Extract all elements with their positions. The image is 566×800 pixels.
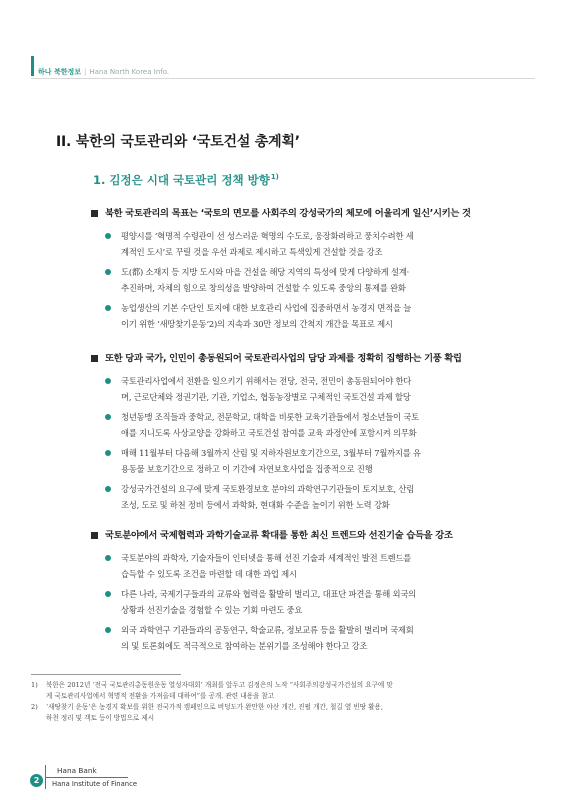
footnote-number: 2) [31,703,38,711]
section-goal [91,207,529,336]
list-item: 다른 나라, 국제기구들과의 교류와 협력을 활발히 벌리고, 대표단 파견을 통해 외국의 상황과 선진기술을 경험할 수 있는 기회 마련도 중요 [91,586,529,618]
footnote-line: ‘새땅찾기 운동’은 농경지 확보를 위한 전국가적 캠페인으로 버덩도가 완만한 야산 개간, 진펄 개간, 철길 옆 빈땅 활용, [46,703,384,711]
bullet-list [91,550,529,654]
section-heading-text: 북한 국토관리의 목표는 ‘국토의 면모를 사회주의 강성국가의 체모에 어울리게 일신’시키는 것 [105,208,471,219]
section-subtitle [93,172,279,188]
square-bullet-icon [91,210,98,217]
square-bullet-icon [91,355,98,362]
header-accent-bar [31,56,34,76]
header-separator: | [84,68,87,76]
bullet-list [91,228,529,332]
circle-bullet-icon [105,378,111,384]
circle-bullet-icon [105,305,111,311]
footnote-number: 1) [31,681,38,689]
list-item: 도(都) 소재지 등 지방 도시와 마을 건설을 해당 지역의 특성에 맞게 다양하게 설계· 추진하며, 자체의 힘으로 창의성을 발양하여 건설할 수 있도록 중앙의 통제를 완화 [91,264,529,296]
list-item: 농업생산의 기본 수단인 토지에 대한 보호관리 사업에 집중하면서 농경지 면적을 늘 이기 위한 ‘새땅찾기운동’2)의 지속과 30만 정보의 간척지 개간을 목표로 제시 [91,300,529,332]
page-title: II. 북한의 국토관리와 ‘국토건설 총계획’ [56,134,300,150]
section-mobilization [91,352,529,517]
section-heading [91,352,529,366]
section-heading [91,529,529,543]
footnote-1 [31,680,531,701]
section-heading-text: 국토분야에서 국제협력과 과학기술교류 확대를 통한 최신 트렌드와 선진기술 습득을 강조 [105,530,453,541]
list-item: 강성국가건설의 요구에 맞게 국토환경보호 분야의 과학연구기관들이 토지보호, 산림 조성, 도로 및 하천 정비 등에서 과학화, 현대화 수준을 높이기 위한 노력 강화 [91,481,529,513]
footnotes [31,680,531,724]
page-number: 2 [30,774,43,787]
footer-institute-name: Hana Institute of Finance [52,780,138,788]
footer-bank-name: Hana Bank [57,766,97,775]
list-item: 외국 과학연구 기관들과의 공동연구, 학술교류, 정보교류 등을 활발히 벌리며 국제회 의 및 토론회에도 적극적으로 참여하는 분위기를 조성해야 한다고 강조 [91,622,529,654]
bullet-list [91,373,529,513]
circle-bullet-icon [105,591,111,597]
list-item: 국토분야의 과학자, 기술자들이 인터넷을 통해 선진 기술과 세계적인 발전 트렌드를 습득할 수 있도록 조건을 마련할 데 대한 과업 제시 [91,550,529,582]
section-heading [91,207,529,221]
square-bullet-icon [91,532,98,539]
list-item: 평양시를 ‘혁명적 수령관이 선 성스러운 혁명의 수도로, 웅장화려하고 풍치수려한 세 계적인 도시’로 꾸릴 것을 우선 과제로 제시하고 특색있게 건설할 것을 강조 [91,228,529,260]
list-item: 매해 11월부터 다음해 3월까지 산림 및 지하자원보호기간으로, 3월부터 7월까지를 유 용동물 보호기간으로 정하고 이 기간에 자연보호사업을 집중적으로 진행 [91,445,529,477]
footnote-line: 게 국토관리사업에서 혁명적 전환을 가져올데 대하여”를 공개. 관련 내용을 참고 [46,691,275,700]
list-item: 청년동맹 조직들과 중학교, 전문학교, 대학을 비롯한 교육기관들에서 청소년들이 국토 애를 지니도록 사상교양을 강화하고 국토건설 참여를 교육 과정안에 포함시켜 의무화 [91,409,529,441]
header-subtitle: Hana North Korea Info. [89,68,170,76]
circle-bullet-icon [105,414,111,420]
footnote-line: 하천 정리 및 객토 등이 방법으로 제시 [46,713,155,722]
header-brand: 하나 북한정보 [38,68,82,76]
circle-bullet-icon [105,233,111,239]
circle-bullet-icon [105,450,111,456]
subtitle-text: 1. 김정은 시대 국토관리 정책 방향 [93,173,270,187]
circle-bullet-icon [105,555,111,561]
footnote-2 [31,702,531,723]
running-header [38,67,169,77]
circle-bullet-icon [105,486,111,492]
footnote-ref-1: 1) [270,173,279,182]
section-cooperation [91,529,529,658]
footer-rule [46,777,128,778]
footnote-line: 북한은 2012년 ‘전국 국토관리총동원운동 열성자대회’ 개최를 앞두고 김정은의 노작 “사회주의강성국가건설의 요구에 맞 [46,681,393,689]
section-heading-text: 또한 당과 국가, 인민이 총동원되어 국토관리사업의 담당 과제를 정확히 집행하는 기풍 확립 [105,353,462,364]
header-rule [31,78,535,79]
list-item: 국토관리사업에서 전환을 일으키기 위해서는 전당, 전국, 전민이 총동원되어야 한다 며, 근로단체와 정권기관, 기관, 기업소, 협동농장별로 구체적인 국토건설 과제 할당 [91,373,529,405]
circle-bullet-icon [105,269,111,275]
circle-bullet-icon [105,627,111,633]
footnote-rule [31,674,181,675]
